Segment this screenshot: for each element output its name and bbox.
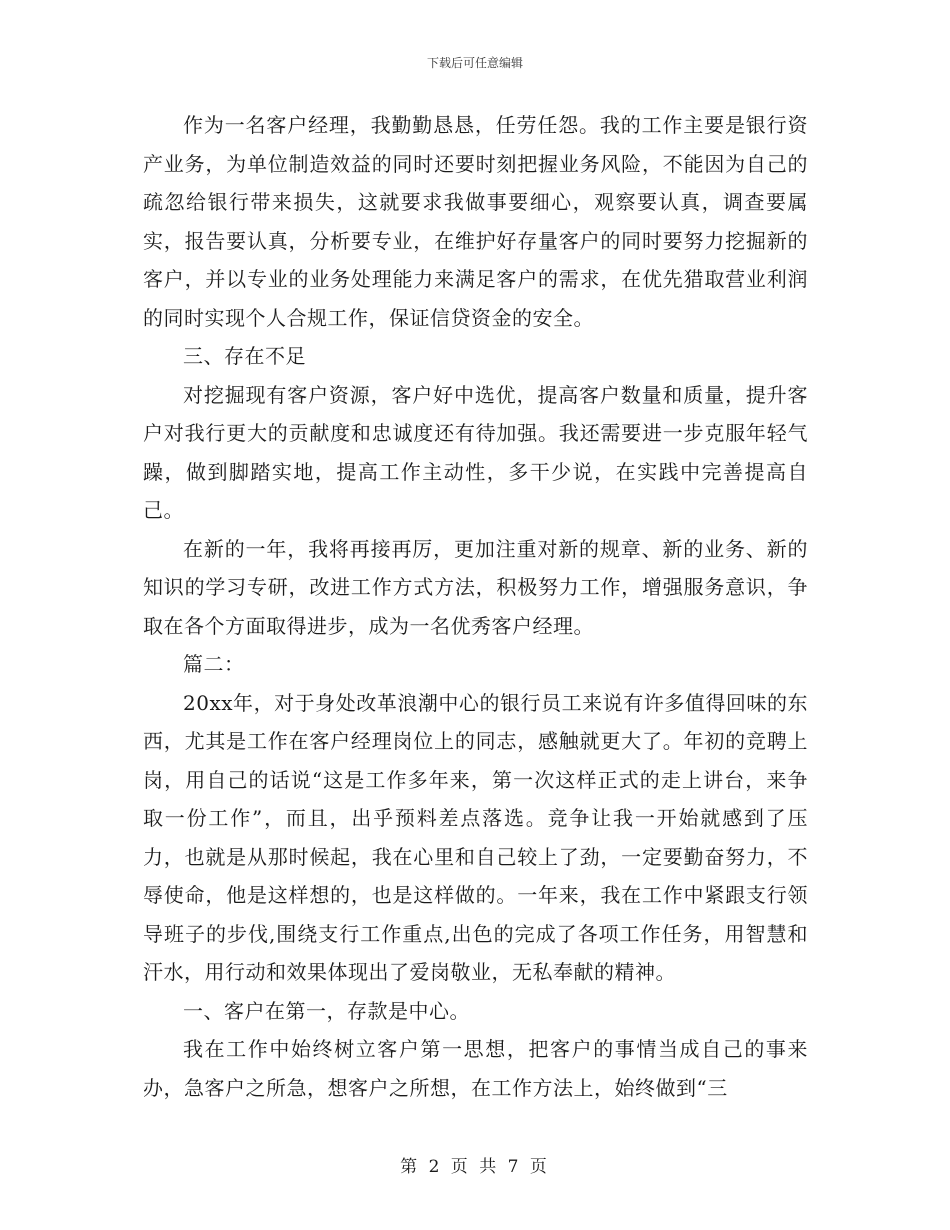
- section-heading: 一、客户在第一，存款是中心。: [183, 998, 470, 1023]
- page-footer: 第 2 页 共 7 页: [400, 1157, 550, 1177]
- paragraph: 在新的一年，我将再接再厉，更加注重对新的规章、新的业务、新的知识的学习专研，改进工作方式方法，积极努力工作，增强服务意识，争取在各个方面取得进步，成为一名优秀客户经理。: [143, 536, 808, 638]
- document-body: [143, 106, 808, 1107]
- page-header: 下载后可任意编辑: [426, 56, 523, 70]
- section-heading: 三、存在不足: [183, 344, 306, 368]
- paragraph: 我在工作中始终树立客户第一思想，把客户的事情当成自己的事来办，急客户之所急，想客户之所想，在工作方法上，始终做到“三: [143, 1037, 808, 1100]
- paragraph: 对挖掘现有客户资源，客户好中选优，提高客户数量和质量，提升客户对我行更大的贡献度和忠诚度还有待加强。我还需要进一步克服年轻气躁，做到脚踏实地，提高工作主动性，多干少说，在实践中完善提高自己。: [143, 382, 808, 522]
- section-heading: 篇二：: [183, 652, 245, 676]
- paragraph: 作为一名客户经理，我勤勤恳恳，任劳任怨。我的工作主要是银行资产业务，为单位制造效益的同时还要时刻把握业务风险，不能因为自己的疏忽给银行带来损失，这就要求我做事要细心，观察要认真，调查要属实，报告要认真，分析要专业，在维护好存量客户的同时要努力挖掘新的客户，并以专业的业务处理能力来满足客户的需求，在优先猎取营业利润的同时实现个人合规工作，保证信贷资金的安全。: [143, 113, 808, 330]
- paragraph: 20xx年，对于身处改革浪潮中心的银行员工来说有许多值得回味的东西，尤其是工作在客户经理岗位上的同志，感触就更大了。年初的竞聘上岗，用自己的话说“这是工作多年来，第一次这样正式的走上讲台，来争取一份工作”，而且，出乎预料差点落选。竞争让我一开始就感到了压力，也就是从那时候起，我在心里和自己较上了劲，一定要勤奋努力，不辱使命，他是这样想的，也是这样做的。一年来，我在工作中紧跟支行领导班子的步伐,围绕支行工作重点,出色的完成了各项工作任务，用智慧和汗水，用行动和效果体现出了爱岗敬业，无私奉献的精神。: [143, 690, 808, 984]
